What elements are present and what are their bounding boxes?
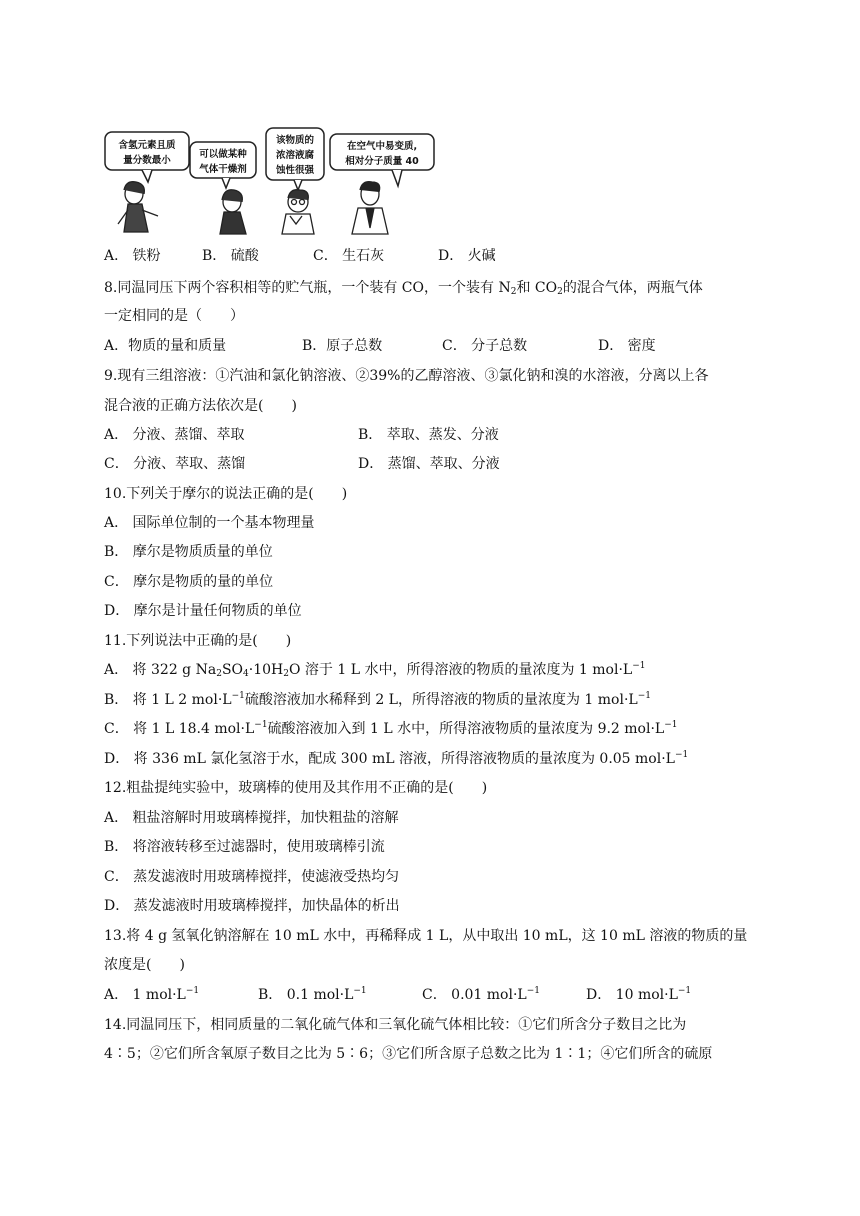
- q10-option-d: D． 摩尔是计量任何物质的单位: [104, 603, 302, 619]
- q12-option-d: D． 蒸发滤液时用玻璃棒搅拌，加快晶体的析出: [104, 898, 400, 914]
- q7-option-d: D． 火碱: [438, 248, 496, 264]
- q9-option-a: A． 分液、蒸馏、萃取: [104, 427, 245, 443]
- q8-stem-line-1: 8.同温同压下两个容积相等的贮气瓶，一个装有 CO，一个装有 $N_2$和 $CO_2$的混合气体，两瓶气体: [104, 280, 703, 297]
- q9-option-c: C． 分液、萃取、蒸馏: [104, 456, 246, 472]
- bubble-3-line-3: 蚀性很强: [275, 165, 315, 176]
- speech-bubble-4: [330, 134, 434, 186]
- q14-stem-line-1: 14.同温同压下，相同质量的二氧化硫气体和三氧化硫气体相比较：①它们所含分子数目之比为: [104, 1017, 687, 1033]
- bubble-3-line-1: 该物质的: [275, 135, 315, 146]
- q13-option-a: A． 1 $mol\cdot L^{-1}$: [104, 986, 200, 1003]
- q10-option-a: A． 国际单位制的一个基本物理量: [104, 515, 315, 531]
- q12-option-a: A． 粗盐溶解时用玻璃棒搅拌，加快粗盐的溶解: [104, 810, 399, 826]
- q13-stem-line-2: 浓度是( ): [104, 957, 185, 973]
- speech-bubble-1: [105, 132, 189, 182]
- speech-bubble-3: [266, 128, 324, 190]
- q8-stem-line-2: 一定相同的是（ ）: [104, 308, 244, 324]
- q12-stem: 12.粗盐提纯实验中，玻璃棒的使用及其作用不正确的是( ): [104, 780, 488, 796]
- q9-option-d: D． 蒸馏、萃取、分液: [358, 456, 500, 472]
- q9-option-b: B． 萃取、蒸发、分液: [358, 427, 499, 443]
- bubble-1-line-1: 含氢元素且质: [118, 140, 176, 151]
- q13-option-d: D． 10 $mol\cdot L^{-1}$: [586, 986, 692, 1003]
- speech-bubble-2: [190, 142, 256, 188]
- q13-option-c: C． 0.01 $mol\cdot L^{-1}$: [422, 986, 540, 1003]
- bubble-2-line-2: 气体干燥剂: [199, 164, 247, 175]
- q11-option-c: C． 将 1 L 18.4 $mol\cdot L^{-1}$硫酸溶液加入到 1 L 水中，所得溶液物质的量浓度为 9.2 $mol\cdot L^{-1}$: [104, 720, 678, 737]
- q11-stem: 11.下列说法中正确的是( ): [104, 633, 292, 649]
- q8-option-c: C． 分子总数: [442, 338, 528, 354]
- bubble-4-line-2: 相对分子质量 40: [345, 156, 419, 167]
- bubble-2-line-1: 可以做某种: [199, 149, 247, 160]
- q11-option-b: B． 将 1 L 2 $mol\cdot L^{-1}$硫酸溶液加水稀释到 2 L，所得溶液的物质的量浓度为 1 $mol\cdot L^{-1}$: [104, 691, 651, 708]
- bubble-3-line-2: 浓溶液腐: [275, 150, 315, 161]
- q12-option-b: B． 将溶液转移至过滤器时，使用玻璃棒引流: [104, 839, 385, 855]
- q8-option-b: B．原子总数: [302, 338, 383, 354]
- q9-stem-line-1: 9.现有三组溶液：①汽油和氯化钠溶液、②39%的乙醇溶液、③氯化钠和溴的水溶液，分离以上各: [104, 368, 709, 384]
- q11-option-a: A． 将 322 g $Na_2SO_4\cdot 10H_2O$ 溶于 1 L 水中，所得溶液的物质的量浓度为 1 $mol\cdot L^{-1}$: [104, 661, 646, 679]
- bubble-4-line-1: 在空气中易变质,: [346, 141, 418, 152]
- bubble-1-line-2: 量分数最小: [123, 155, 171, 166]
- person-2-figure: [220, 190, 246, 234]
- person-3-figure: [282, 190, 314, 234]
- q11-option-d: D． 将 336 mL 氯化氢溶于水，配成 300 mL 溶液，所得溶液物质的量浓度为 0.05 $mol\cdot L^{-1}$: [104, 750, 689, 767]
- q8-option-d: D． 密度: [598, 338, 656, 354]
- q7-option-b: B． 硫酸: [202, 248, 259, 264]
- q10-option-b: B． 摩尔是物质质量的单位: [104, 544, 273, 560]
- q12-option-c: C． 蒸发滤液时用玻璃棒搅拌，使滤液受热均匀: [104, 869, 400, 885]
- q8-option-a: A．物质的量和质量: [104, 338, 227, 354]
- q13-option-b: B． 0.1 $mol\cdot L^{-1}$: [258, 986, 367, 1003]
- person-1-figure: [118, 182, 158, 232]
- q7-option-c: C． 生石灰: [313, 248, 385, 264]
- q7-option-a: A． 铁粉: [104, 248, 161, 264]
- q13-stem-line-1: 13.将 4 g 氢氧化钠溶解在 10 mL 水中，再稀释成 1 L，从中取出 10 mL，这 10 mL 溶液的物质的量: [104, 928, 748, 944]
- q10-stem: 10.下列关于摩尔的说法正确的是( ): [104, 486, 348, 502]
- person-4-figure: [352, 182, 388, 234]
- q9-stem-line-2: 混合液的正确方法依次是( ): [104, 398, 297, 414]
- cartoon-figure: [102, 124, 440, 236]
- q10-option-c: C． 摩尔是物质的量的单位: [104, 574, 274, 590]
- q14-stem-line-2: 4∶5；②它们所含氧原子数目之比为 5∶6；③它们所含原子总数之比为 1∶1；④它们所含的硫原: [104, 1046, 713, 1062]
